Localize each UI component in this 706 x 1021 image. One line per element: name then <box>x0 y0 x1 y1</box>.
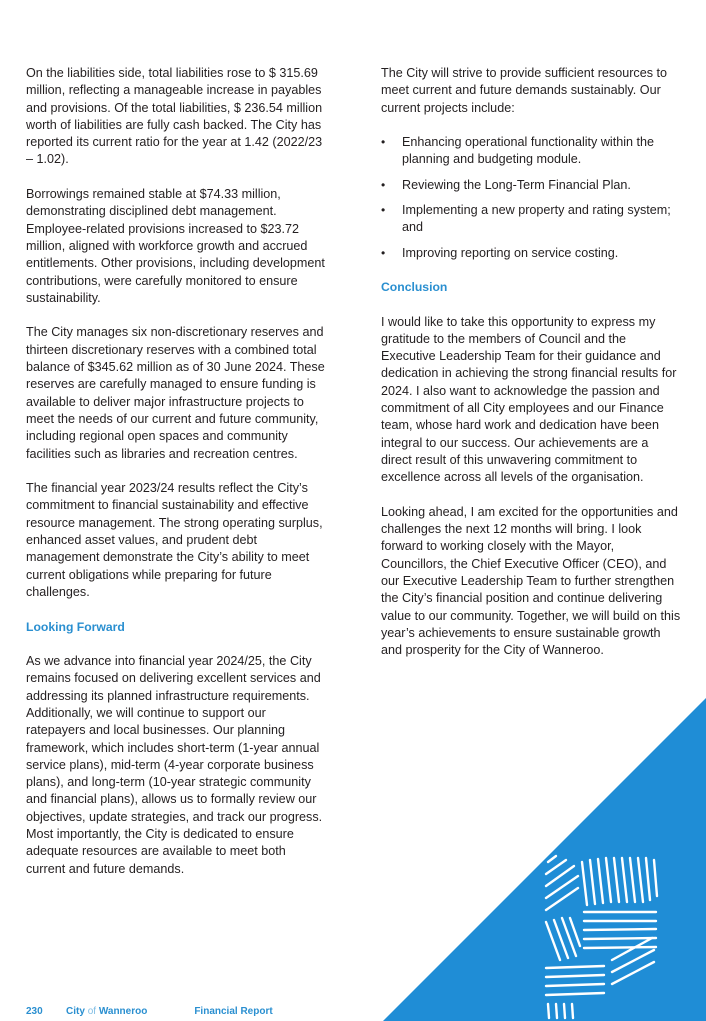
gratitude-paragraph: I would like to take this opportunity to express my gratitude to the members of Council and the Executive Leadership Team for their guidance and dedication in achieving the strong financial results for 2024. I also want to acknowledge the passion and commitment of all City employees and our Finance team, whose hard work and dedication have been integral to our success. Our achievements are a direct result of this unwavering commitment to excellence across all levels of the organisation. <box>381 314 677 485</box>
results-paragraph: The financial year 2023/24 results reflect the City’s commitment to financial sustainability and effective resource management. The strong operating surplus, enhanced asset values, and prudent debt management demonstrate the City’s ability to meet current obligations while preparing for future challenges. <box>26 481 323 599</box>
brand-of: of <box>87 1005 97 1017</box>
borrowings-paragraph: Borrowings remained stable at $74.33 million, demonstrating disciplined debt management. Employee-related provisions increased to $23.72 million, aligned with workforce growth and accrued entitlements. Other provisions, including development contributions, were carefully monitored to ensure sustainability. <box>26 187 325 305</box>
list-item <box>381 177 681 194</box>
liabilities-paragraph: On the liabilities side, total liabilities rose to $ 315.69 million, reflecting a manageable increase in payables and provisions. Of the total liabilities, $ 236.54 million worth of liabilities are fully cash backed. The City has reported its current ratio for the year at 1.42 (2022/23 – 1.02). <box>26 66 323 167</box>
page-number: 230 <box>26 1005 43 1017</box>
brand-name: Wanneroo <box>98 1005 148 1017</box>
brand-logo-text <box>66 1006 147 1017</box>
left-column <box>26 65 326 895</box>
section-title: Financial Report <box>194 1005 273 1017</box>
conclusion-heading: Conclusion <box>381 279 448 294</box>
hatched-pattern <box>546 856 657 1018</box>
list-item-text: Reviewing the Long-Term Financial Plan. <box>402 177 631 192</box>
looking-ahead-paragraph: Looking ahead, I am excited for the opportunities and challenges the next 12 months will bring. I look forward to working closely with the Mayor, Councillors, the Chief Executive Officer (CEO), and our Executive Leadership Team to further strengthen the City’s financial position and continue delivering value to our community. Together, we will build on this year’s achievements to ensure sustainable growth and prosperity for the City of Wanneroo. <box>381 504 681 658</box>
list-item-text: Improving reporting on service costing. <box>402 245 619 260</box>
brand-city: City <box>66 1005 85 1017</box>
bullet-icon: • <box>381 245 386 260</box>
looking-forward-paragraph: As we advance into financial year 2024/25, the City remains focused on delivering excellent services and addressing its planned infrastructure requirements. Additionally, we will continue to support our ratepayers and local businesses. Our planning framework, which includes short-term (1-year annual service plans), mid-term (4-year corporate business plans), and long-term (10-year strategic community and financial plans), allows us to formally review our objectives, update strategies, and track our progress. Most importantly, the City is dedicated to ensure adequate resources are available to meet both current and future demands. <box>26 654 323 876</box>
right-column <box>381 65 681 677</box>
page-footer <box>26 1004 273 1018</box>
list-item <box>381 202 681 237</box>
list-item-text: Implementing a new property and rating system; and <box>402 203 671 235</box>
looking-forward-heading: Looking Forward <box>26 619 125 634</box>
projects-list <box>381 134 681 262</box>
bullet-icon: • <box>381 203 386 218</box>
bullet-icon: • <box>381 177 386 192</box>
reserves-paragraph: The City manages six non-discretionary reserves and thirteen discretionary reserves with a combined total balance of $345.62 million as of 30 June 2024. These reserves are carefully managed to ensure funding is available to deliver major infrastructure projects to meet the needs of our current and future community, including regional open spaces and community facilities such as libraries and recreation centres. <box>26 325 325 461</box>
bullet-icon: • <box>381 135 386 150</box>
resources-paragraph: The City will strive to provide sufficient resources to meet current and future demands sustainably. Our current projects include: <box>381 66 668 115</box>
list-item <box>381 245 681 262</box>
list-item <box>381 134 681 169</box>
list-item-text: Enhancing operational functionality within the planning and budgeting module. <box>402 135 655 167</box>
